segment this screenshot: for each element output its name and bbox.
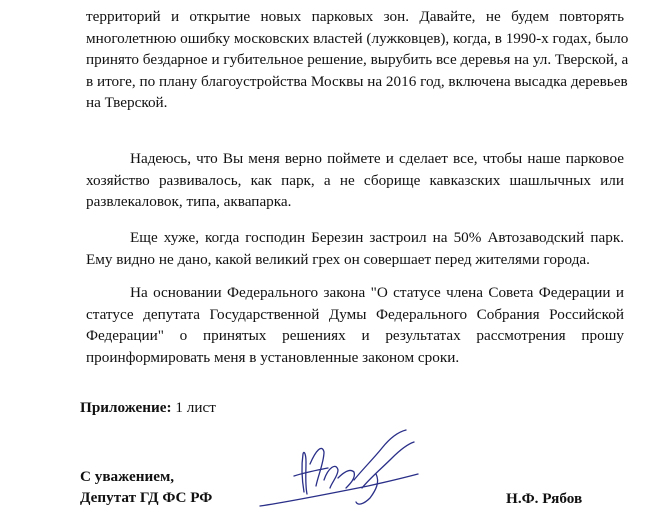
text-line: территорий и открытие новых парковых зон. Давайте, не будем повторять: [86, 8, 624, 25]
text-line: проинформировать меня в установленные законом сроки.: [86, 348, 460, 366]
attachment-label: Приложение:: [80, 399, 172, 416]
paragraph-berezin: [86, 227, 624, 270]
text-line: Надеюсь, что Вы меня верно поймете и сделает все, чтобы наше парковое: [130, 150, 624, 167]
closing-greeting: С уважением,: [80, 468, 175, 485]
text-line: многолетнюю ошибку московских властей (лужковцев), когда, в 1990-х годах, было: [86, 29, 629, 47]
paragraph-hope: [86, 148, 624, 213]
text-line: хозяйство развивалось, как парк, а не сборище кавказских шашлычных или: [86, 171, 624, 189]
text-line: статусе депутата Государственной Думы Федерального Собрания Российской: [86, 305, 624, 323]
text-line: На основании Федерального закона "О статусе члена Совета Федерации и: [130, 284, 624, 301]
text-line: развлекаловок, типа, аквапарка.: [86, 193, 292, 210]
paragraph-parks: [86, 6, 629, 114]
attachment-note: [80, 397, 216, 419]
signer-name: Н.Ф. Рябов: [506, 490, 583, 507]
handwritten-signature: [258, 428, 428, 510]
text-line: Ему видно не дано, какой великий грех он совершает перед жителями города.: [86, 250, 590, 268]
closing-title: Депутат ГД ФС РФ: [80, 489, 213, 506]
text-line: на Тверской.: [86, 94, 168, 111]
closing-block: [80, 466, 212, 508]
paragraph-request: [86, 282, 624, 368]
text-line: в итоге, по плану благоустройства Москвы на 2016 год, включена высадка деревьев: [86, 72, 628, 90]
attachment-value: 1 лист: [175, 399, 216, 416]
text-line: принято бездарное и губительное решение, вырубить все деревья на ул. Тверской, а: [86, 51, 629, 68]
text-line: Еще хуже, когда господин Березин застроил на 50% Автозаводский парк.: [130, 229, 624, 246]
text-line: Федерации" о принятых решениях и результатах рассмотрения прошу: [86, 327, 624, 344]
